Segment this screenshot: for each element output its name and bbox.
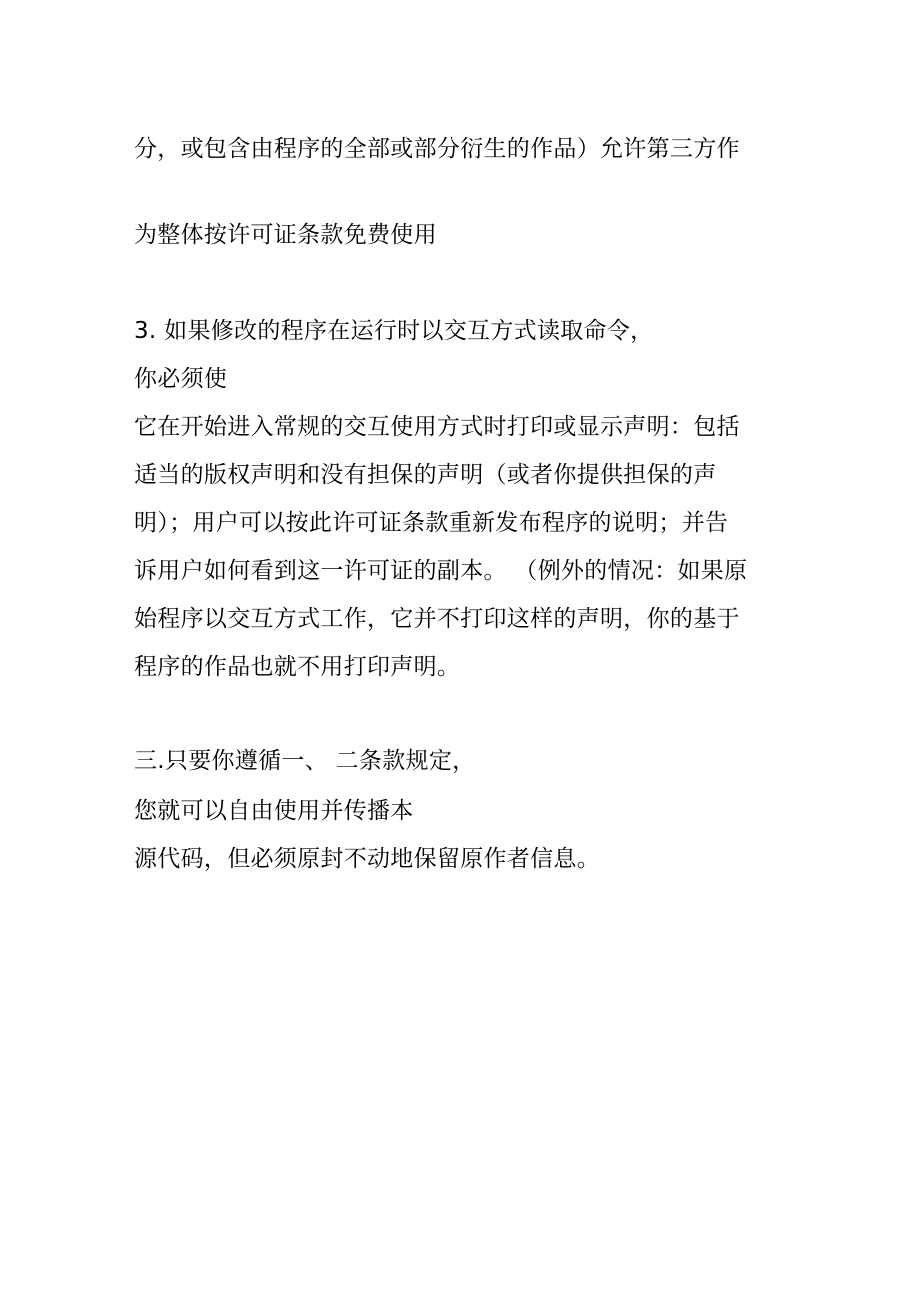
- text-line: 分，或包含由程序的全部或部分衍生的作品）允许第三方作: [134, 136, 740, 162]
- text-line: 它在开始进入常规的交互使用方式时打印或显示声明：包括: [134, 414, 740, 440]
- text-line: 适当的版权声明和没有担保的声明（或者你提供担保的声: [134, 462, 717, 488]
- text-line: 诉用户如何看到这一许可证的副本。 （例外的情况：如果原: [134, 558, 748, 584]
- text-line: 为整体按许可证条款免费使用: [134, 222, 437, 248]
- text-line: 三.只要你遵循一、 二条款规定，: [134, 748, 476, 774]
- text-line: 您就可以自由使用并传播本: [134, 798, 414, 824]
- text-line: 你必须使: [134, 366, 228, 392]
- text-line: 源代码，但必须原封不动地保留原作者信息。: [134, 846, 600, 872]
- text-line: 程序的作品也就不用打印声明。: [134, 654, 461, 680]
- text-line: 明）；用户可以按此许可证条款重新发布程序的说明；并告: [134, 510, 729, 536]
- text-line: 始程序以交互方式工作，它并不打印这样的声明，你的基于: [134, 606, 740, 632]
- text-line: 3. 如果修改的程序在运行时以交互方式读取命令，: [134, 318, 654, 344]
